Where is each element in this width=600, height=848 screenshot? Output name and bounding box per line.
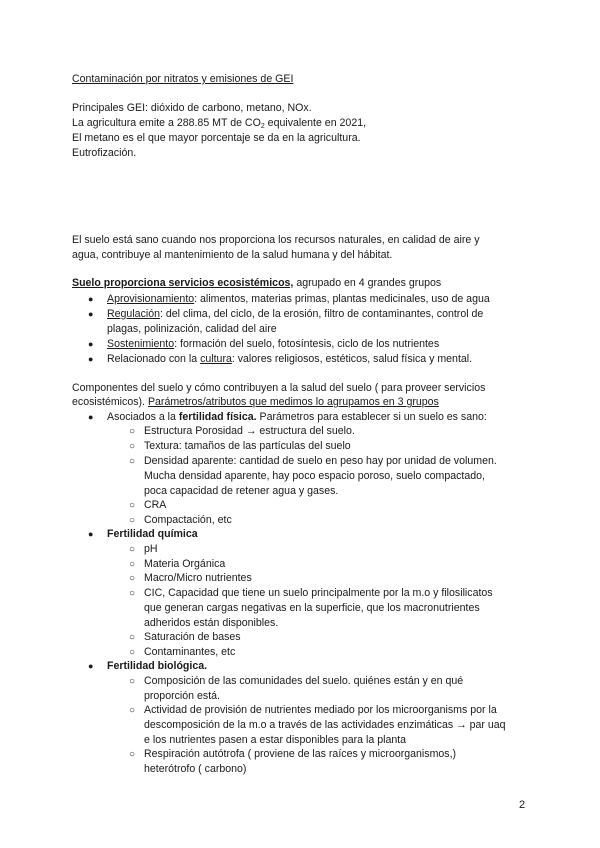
sub-item: pH (144, 543, 158, 555)
sub-item-continued: proporción está. (144, 690, 220, 702)
fertility-chemical-heading: Fertilidad química (107, 528, 198, 540)
hollow-bullet-icon: ○ (129, 515, 136, 526)
fertility-physical-heading: Asociados a la fertilidad física. Parámetros para establecer si un suelo es sano: (107, 411, 487, 423)
sub-item: Contaminantes, etc (144, 646, 236, 658)
components-paragraph: Componentes del suelo y cómo contribuyen a la salud del suelo ( para proveer servicios (72, 382, 486, 394)
sub-item: CIC, Capacidad que tiene un suelo principalmente por la m.o y filosilicatos (144, 587, 493, 599)
service-item: Aprovisionamiento: alimentos, materias primas, plantas medicinales, uso de agua (107, 293, 490, 305)
hollow-bullet-icon: ○ (129, 676, 136, 687)
components-paragraph: ecosistémicos). Parámetros/atributos que medimos lo agrupamos en 3 grupos (72, 396, 439, 408)
sub-item: CRA (144, 499, 167, 511)
sub-item: Composición de las comunidades del suelo. quiénes están y en qué (144, 675, 464, 687)
bullet-icon: ● (88, 339, 94, 349)
hollow-bullet-icon: ○ (129, 573, 136, 584)
sub-item: Saturación de bases (144, 631, 241, 643)
hollow-bullet-icon: ○ (129, 544, 136, 555)
sub-item: Estructura Porosidad → estructura del suelo. (144, 425, 355, 437)
sub-item-continued: heterótrofo ( carbono) (144, 763, 247, 775)
sub-item: Respiración autótrofa ( proviene de las raíces y microorganismos,) (144, 748, 457, 760)
bullet-icon: ● (88, 294, 94, 304)
bullet-icon: ● (88, 412, 94, 422)
healthy-soil-paragraph: agua, contribuye al mantenimiento de la salud humana y del hábitat. (72, 249, 393, 261)
bullet-icon: ● (88, 309, 94, 319)
fertility-biological-heading: Fertilidad biológica. (107, 660, 208, 672)
service-item: Sostenimiento: formación del suelo, fotosíntesis, ciclo de los nutrientes (107, 338, 440, 350)
bullet-icon: ● (88, 661, 94, 671)
bullet-icon: ● (88, 529, 94, 539)
sub-item-continued: poca capacidad de retener agua y gases. (144, 485, 339, 497)
hollow-bullet-icon: ○ (129, 705, 136, 716)
sub-item-continued: descomposición de la m.o a través de las actividades enzimáticas → par uaq (144, 719, 506, 731)
hollow-bullet-icon: ○ (129, 559, 136, 570)
page-title: Contaminación por nitratos y emisiones de GEI (72, 73, 294, 85)
hollow-bullet-icon: ○ (129, 647, 136, 658)
sub-item: Actividad de provisión de nutrientes mediado por los microorganisms por la (144, 704, 497, 716)
sub-item-continued: Mucha densidad aparente, hay poco espacio poroso, suelo compactado, (144, 470, 485, 482)
sub-item: Textura: tamaños de las partículas del suelo (144, 440, 351, 452)
service-item: Regulación: del clima, del ciclo, de la erosión, filtro de contaminantes, control de (107, 308, 484, 320)
sub-item: Densidad aparente: cantidad de suelo en peso hay por unidad de volumen. (144, 455, 497, 467)
sub-item-continued: e los nutrientes pasen a estar disponibles para la planta (144, 734, 407, 746)
hollow-bullet-icon: ○ (129, 588, 136, 599)
hollow-bullet-icon: ○ (129, 500, 136, 511)
hollow-bullet-icon: ○ (129, 441, 136, 452)
page-number: 2 (519, 799, 526, 811)
hollow-bullet-icon: ○ (129, 426, 136, 437)
sub-item: Materia Orgánica (144, 558, 226, 570)
sub-item: Macro/Micro nutrientes (144, 572, 252, 584)
services-heading: Suelo proporciona servicios ecosistémicos, agrupado en 4 grandes grupos (72, 277, 442, 289)
hollow-bullet-icon: ○ (129, 632, 136, 643)
hollow-bullet-icon: ○ (129, 749, 136, 760)
intro-line: La agricultura emite a 288.85 MT de $CO_2$ equivalente en 2021, (72, 117, 367, 130)
intro-line: Eutrofización. (72, 147, 137, 159)
sub-item-continued: que generan cargas negativas en la superficie, que los macronutrientes (144, 602, 480, 614)
intro-line: El metano es el que mayor porcentaje se da en la agricultura. (72, 132, 361, 144)
healthy-soil-paragraph: El suelo está sano cuando nos proporciona los recursos naturales, en calidad de aire y (72, 234, 480, 246)
sub-item: Compactación, etc (144, 514, 232, 526)
sub-item-continued: adheridos están disponibles. (144, 617, 279, 629)
bullet-icon: ● (88, 354, 94, 364)
service-item-continued: plagas, polinización, calidad del aire (107, 323, 277, 335)
service-item: Relacionado con la cultura: valores religiosos, estéticos, salud física y mental. (107, 353, 473, 365)
intro-line: Principales GEI: dióxido de carbono, metano, NOx. (72, 102, 312, 114)
hollow-bullet-icon: ○ (129, 456, 136, 467)
